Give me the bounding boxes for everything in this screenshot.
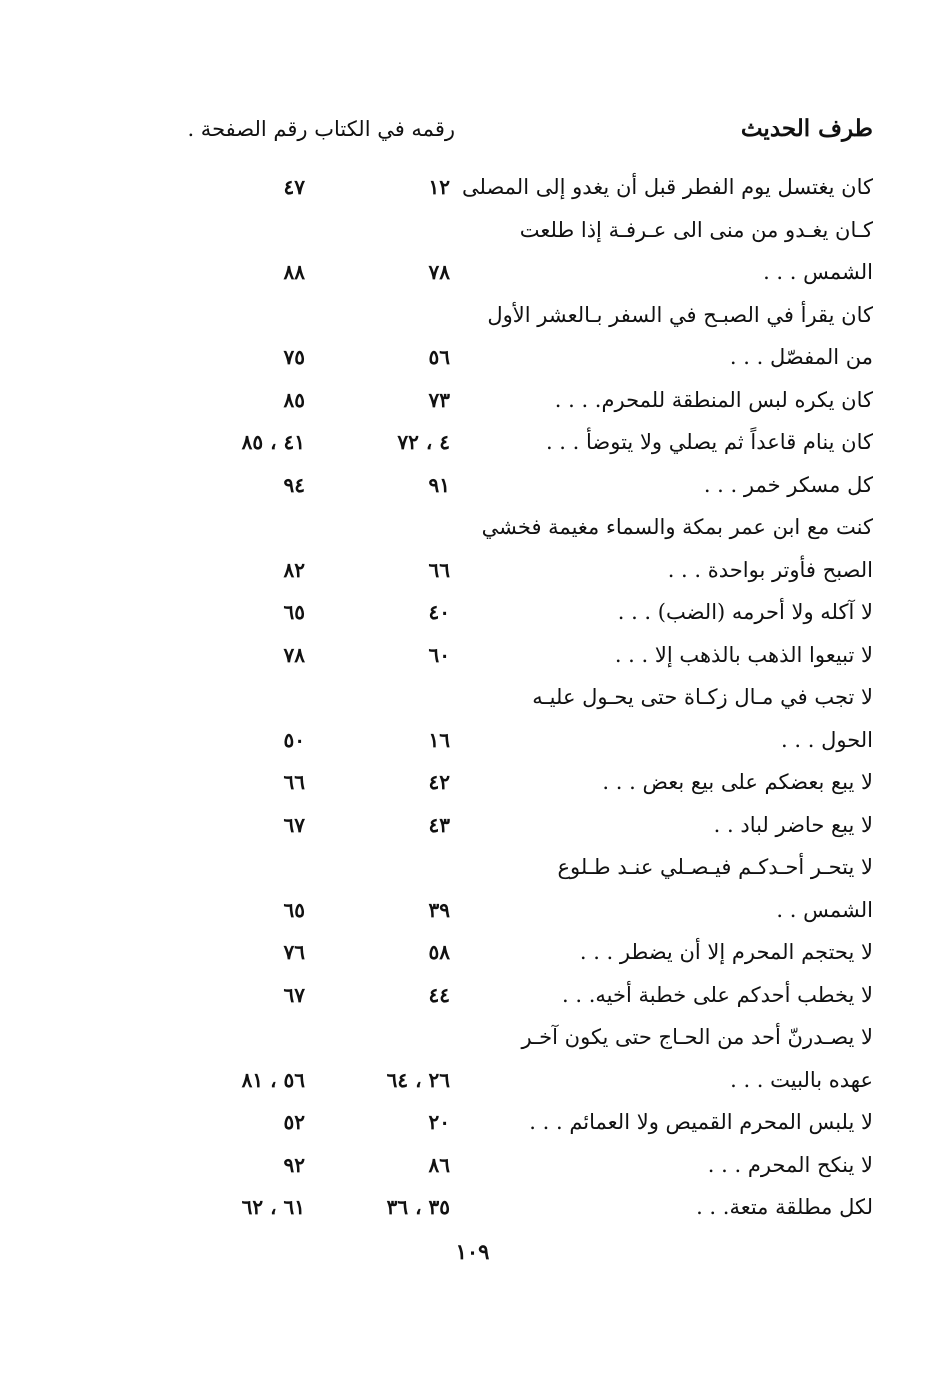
book-number: ٤٣: [428, 813, 450, 837]
book-number: ٢٠: [428, 1110, 450, 1134]
table-row: [0, 889, 945, 931]
hadith-text: كان يكره لبس المنطقة للمحرم. . . .: [554, 388, 873, 412]
table-row: [0, 974, 945, 1016]
table-row: [0, 1016, 945, 1058]
hadith-text: كان يقرأ في الصبـح في السفر بـالعشر الأول: [487, 303, 873, 327]
hadith-text: لا تجب في مـال زكـاة حتى يحـول عليـه: [532, 685, 873, 709]
page-ref: ٩٤: [283, 473, 305, 497]
book-number: ٥٨: [428, 940, 450, 964]
hadith-text: الشمس . . .: [763, 260, 873, 284]
hadith-text: كان ينام قاعداً ثم يصلي ولا يتوضأ . . .: [545, 430, 873, 454]
table-row: [0, 846, 945, 888]
book-number: [340, 209, 450, 251]
page-ref: ٧٦: [283, 940, 305, 964]
table-row: [0, 421, 945, 463]
book-number: ٧٨: [428, 260, 450, 284]
book-number: ٤٤: [428, 983, 450, 1007]
table-row: [0, 166, 945, 208]
hadith-text: عهده بالبيت . . .: [730, 1068, 873, 1092]
book-number: ١٦: [428, 728, 450, 752]
book-number: ٩١: [428, 473, 450, 497]
page-ref: ٥٢: [283, 1110, 305, 1134]
book-number: ٢٦ ، ٦٤: [386, 1068, 450, 1092]
hadith-text: كل مسكر خمر . . .: [703, 473, 873, 497]
table-row: [0, 719, 945, 761]
page-ref: ٧٥: [283, 345, 305, 369]
hadith-text: كـان يغـدو من منى الى عـرفـة إذا طلعت: [519, 218, 873, 242]
book-number: [340, 676, 450, 718]
page-ref: ٤٧: [283, 175, 305, 199]
page-ref: ٦٧: [283, 983, 305, 1007]
table-row: [0, 294, 945, 336]
table-row: [0, 209, 945, 251]
hadith-column-title: طرف الحديث: [740, 115, 873, 142]
table-row: [0, 549, 945, 591]
book-number: ٨٦: [428, 1153, 450, 1177]
book-number: [340, 846, 450, 888]
book-number: ١٢: [428, 175, 450, 199]
hadith-text: لا يبع بعضكم على بيع بعض . . .: [602, 770, 873, 794]
page-ref: ٤١ ، ٨٥: [241, 430, 305, 454]
page-ref: ٦٥: [283, 600, 305, 624]
page-ref: ٨٨: [283, 260, 305, 284]
hadith-text: لا ينكح المحرم . . .: [707, 1153, 873, 1177]
table-row: [0, 591, 945, 633]
hadith-text: لا يخطب أحدكم على خطبة أخيه. . .: [562, 983, 873, 1007]
page-ref: ٦٧: [283, 813, 305, 837]
hadith-text: لا يحتجم المحرم إلا أن يضطر . . .: [579, 940, 873, 964]
page-ref: [190, 1016, 305, 1058]
table-row: [0, 931, 945, 973]
page-number: ١٠٩: [455, 1239, 490, 1264]
table-row: [0, 804, 945, 846]
hadith-text: لا يبع حاضر لباد . .: [713, 813, 873, 837]
page-ref: ٩٢: [283, 1153, 305, 1177]
hadith-text: لا يصـدرنّ أحد من الحـاج حتى يكون آخـر: [521, 1025, 873, 1049]
hadith-text: لا يتحـر أحـدكـم فيـصـلي عنـد طـلوع: [557, 855, 873, 879]
page-ref: [190, 294, 305, 336]
number-columns-title: رقمه في الكتاب رقم الصفحة .: [187, 117, 455, 141]
page-ref: [190, 676, 305, 718]
page-ref: ٨٢: [283, 558, 305, 582]
table-row: [0, 506, 945, 548]
table-row: [0, 336, 945, 378]
book-number: ٦٦: [428, 558, 450, 582]
hadith-text: لا يلبس المحرم القميص ولا العمائم . . .: [529, 1110, 873, 1134]
book-number: ٣٥ ، ٣٦: [386, 1195, 450, 1219]
hadith-text: لا آكله ولا أحرمه (الضب) . . .: [617, 600, 873, 624]
book-number: [340, 294, 450, 336]
page-ref: ٥٦ ، ٨١: [241, 1068, 305, 1092]
table-row: [0, 1059, 945, 1101]
page-ref: ٧٨: [283, 643, 305, 667]
book-number: ٣٩: [428, 898, 450, 922]
hadith-text: الصبح فأوتر بواحدة . . .: [667, 558, 873, 582]
page-ref: ٦٦: [283, 770, 305, 794]
hadith-text: كنت مع ابن عمر بمكة والسماء مغيمة فخشي: [481, 515, 873, 539]
hadith-text: كان يغتسل يوم الفطر قبل أن يغدو إلى المصلى: [462, 175, 873, 199]
book-number: ٤٢: [428, 770, 450, 794]
page-ref: ٥٠: [283, 728, 305, 752]
page-ref: ٦١ ، ٦٢: [241, 1195, 305, 1219]
table-row: [0, 379, 945, 421]
hadith-text: لا تبيعوا الذهب بالذهب إلا . . .: [614, 643, 873, 667]
hadith-text: الحول . . .: [781, 728, 873, 752]
table-row: [0, 761, 945, 803]
table-row: [0, 251, 945, 293]
book-number: [340, 1016, 450, 1058]
hadith-text: لكل مطلقة متعة. . .: [696, 1195, 873, 1219]
hadith-text: الشمس . .: [776, 898, 873, 922]
table-row: [0, 1101, 945, 1143]
table-row: [0, 1186, 945, 1228]
page-ref: [190, 506, 305, 548]
table-header: [0, 108, 945, 150]
page-ref: ٨٥: [283, 388, 305, 412]
book-number: ٦٠: [428, 643, 450, 667]
hadith-text: من المفصّل . . .: [729, 345, 873, 369]
page-ref: ٦٥: [283, 898, 305, 922]
book-number: ٤ ، ٧٢: [397, 430, 450, 454]
book-number: [340, 506, 450, 548]
book-number: ٧٣: [428, 388, 450, 412]
table-row: [0, 634, 945, 676]
book-number: ٤٠: [428, 600, 450, 624]
table-row: [0, 676, 945, 718]
table-row: [0, 464, 945, 506]
book-number: ٥٦: [428, 345, 450, 369]
page-ref: [190, 846, 305, 888]
table-row: [0, 1144, 945, 1186]
page-ref: [190, 209, 305, 251]
